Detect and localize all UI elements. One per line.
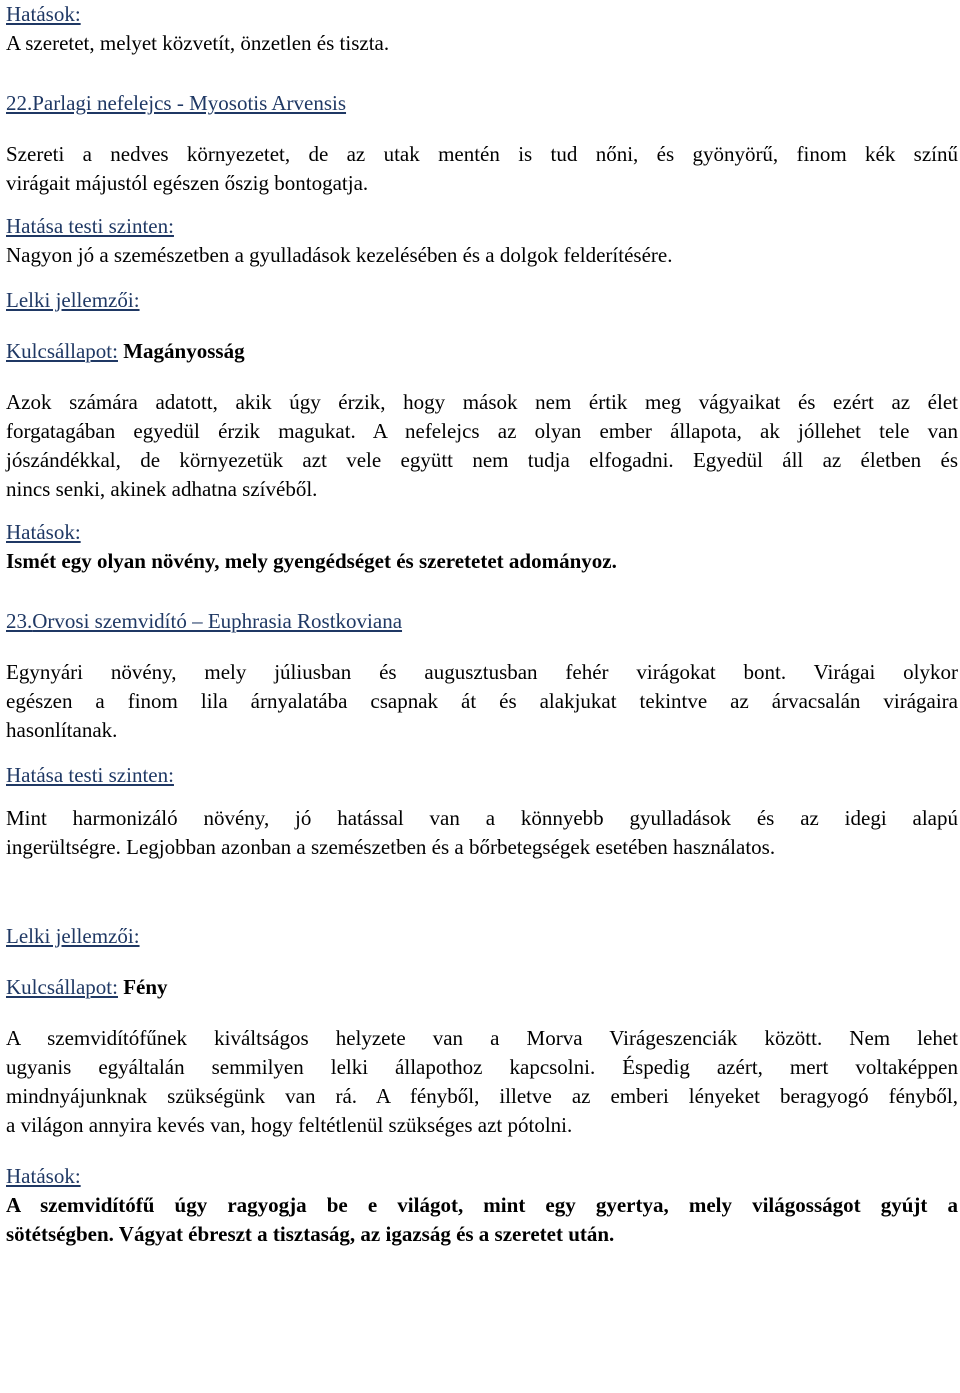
- paragraph-line: forgatagában egyedül érzik magukat. A nefelejcs az olyan ember állapota, ak jóllehet tele van: [6, 419, 958, 443]
- soul-characteristics-label: Lelki jellemzői:: [6, 288, 140, 312]
- key-state-value: Fény: [123, 975, 168, 999]
- paragraph-line: egészen a finom lila árnyalatába csapnak át és alakjukat tekintve az árvacsalán virágaira: [6, 689, 958, 713]
- paragraph-line: jószándékkal, de környezetük azt vele együtt nem tudja elfogadni. Egyedül áll az életben és: [6, 448, 958, 472]
- effects-label: Hatások:: [6, 1164, 81, 1188]
- paragraph-line: A szemvidítófűnek kiváltságos helyzete van a Morva Virágeszenciák között. Nem lehet: [6, 1026, 958, 1050]
- paragraph-line: Egynyári növény, mely júliusban és augusztusban fehér virágokat bont. Virágai olykor: [6, 660, 958, 684]
- effects-label: Hatások:: [6, 520, 81, 544]
- intro-paragraph-23: [6, 658, 958, 745]
- paragraph-line: ugyanis egyáltalán semmilyen lelki állapothoz kapcsolni. Éspedig azért, mert voltaképpen: [6, 1055, 958, 1079]
- effects-text: Ismét egy olyan növény, mely gyengédséget és szeretetet adományoz.: [6, 549, 617, 573]
- key-state-label: Kulcsállapot:: [6, 339, 118, 363]
- paragraph-line: virágait májustól egészen őszig bontogatja.: [6, 171, 369, 195]
- heading-title: Orvosi szemvidító – Euphrasia Rostkoviana: [32, 609, 403, 633]
- document-page: [6, 0, 958, 1249]
- heading-number: 23.: [6, 609, 33, 633]
- effects-paragraph: [6, 1191, 958, 1249]
- intro-paragraph-22: [6, 140, 958, 198]
- paragraph-line: mindnyájunknak szükségünk van rá. A fényből, illetve az emberi lényeket beragyogó fényből,: [6, 1084, 958, 1108]
- key-state-row: [6, 337, 958, 366]
- key-state-label: Kulcsállapot:: [6, 975, 118, 999]
- paragraph-line: A szemvidítófű úgy ragyogja be e világot, mint egy gyertya, mely világosságot gyújt a: [6, 1193, 958, 1217]
- soul-characteristics-label: Lelki jellemzői:: [6, 924, 140, 948]
- key-state-row: [6, 973, 958, 1002]
- effects-label: Hatások:: [6, 2, 81, 26]
- section-heading-23: [6, 607, 958, 636]
- physical-effect-label: Hatása testi szinten:: [6, 214, 174, 238]
- paragraph-line: Mint harmonizáló növény, jó hatással van a könnyebb gyulladások és az idegi alapú: [6, 806, 958, 830]
- physical-effect-paragraph: [6, 804, 958, 862]
- physical-effect-label: Hatása testi szinten:: [6, 763, 174, 787]
- description-paragraph-22: [6, 388, 958, 504]
- paragraph-line: ingerültségre. Legjobban azonban a szemészetben és a bőrbetegségek esetében használatos.: [6, 835, 776, 859]
- physical-effect-text: Nagyon jó a szemészetben a gyulladások kezelésében és a dolgok felderítésére.: [6, 243, 673, 267]
- key-state-value: Magányosság: [123, 339, 245, 363]
- effects-text: A szeretet, melyet közvetít, önzetlen és tiszta.: [6, 31, 390, 55]
- section-heading-22: 22.Parlagi nefelejcs - Myosotis Arvensis: [6, 91, 347, 115]
- paragraph-line: hasonlítanak.: [6, 718, 118, 742]
- description-paragraph-23: [6, 1024, 958, 1140]
- paragraph-line: a világon annyira kevés van, hogy feltétlenül szükséges azt pótolni.: [6, 1113, 573, 1137]
- paragraph-line: Szereti a nedves környezetet, de az utak mentén is tud nőni, és gyönyörű, finom kék színű: [6, 142, 958, 166]
- paragraph-line: sötétségben. Vágyat ébreszt a tisztaság, az igazság és a szeretet után.: [6, 1222, 615, 1246]
- paragraph-line: Azok számára adatott, akik úgy érzik, hogy mások nem értik meg vágyaikat és ezért az élet: [6, 390, 958, 414]
- paragraph-line: nincs senki, akinek adhatna szívéből.: [6, 477, 318, 501]
